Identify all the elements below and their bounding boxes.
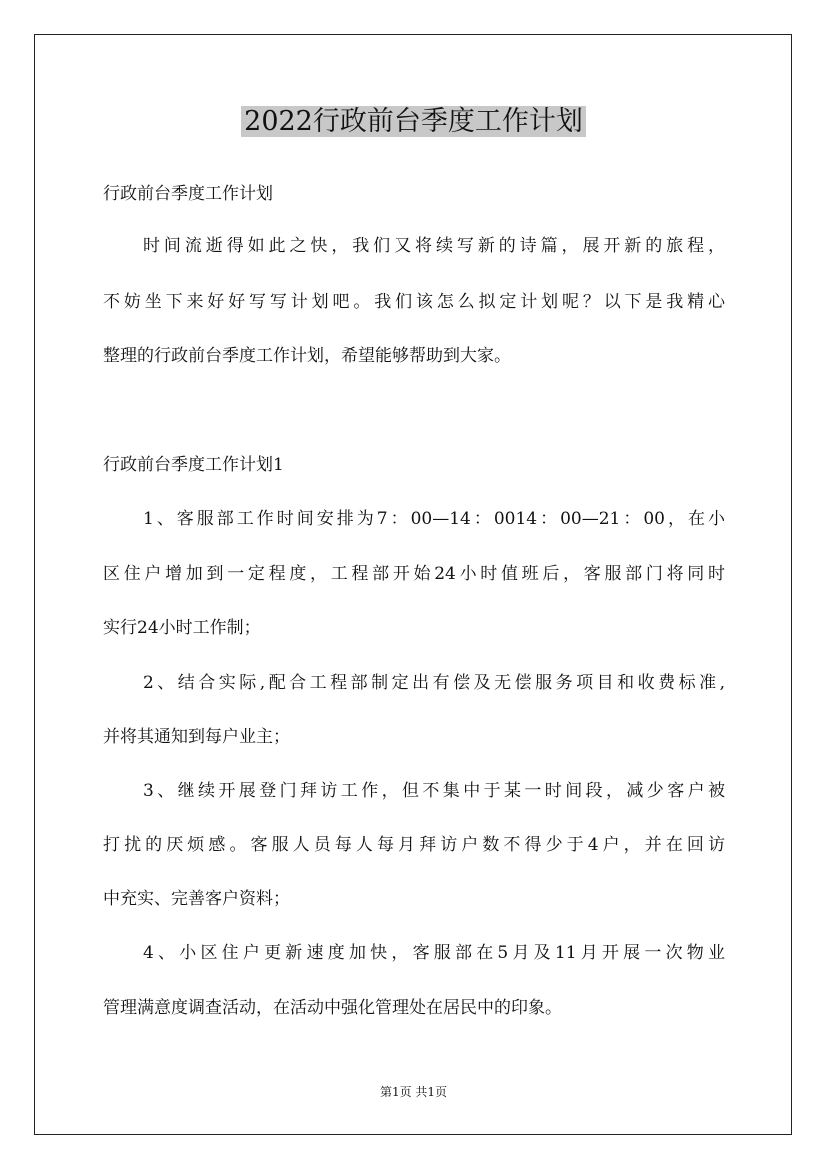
document-subtitle: 行政前台季度工作计划	[103, 184, 273, 204]
item-3-line: 打扰的厌烦感。客服人员每人每月拜访户数不得少于4户，并在回访	[103, 835, 725, 855]
item-1-line: 1、客服部工作时间安排为7：00—14：0014：00—21：00，在小	[143, 509, 725, 529]
document-title	[0, 102, 827, 142]
page-number-footer: 第1页 共1页	[379, 1085, 448, 1099]
item-2-line: 并将其通知到每户业主；	[103, 727, 290, 747]
intro-line: 不妨坐下来好好写写计划吧。我们该怎么拟定计划呢？以下是我精心	[103, 292, 725, 312]
item-3-line: 3、继续开展登门拜访工作，但不集中于某一时间段，减少客户被	[143, 781, 725, 801]
intro-line: 时间流逝得如此之快，我们又将续写新的诗篇，展开新的旅程，	[143, 236, 725, 256]
item-4-line: 4、小区住户更新速度加快，客服部在5月及11月开展一次物业	[143, 943, 725, 963]
item-1-line: 实行24小时工作制；	[103, 618, 261, 638]
intro-line: 整理的行政前台季度工作计划，希望能够帮助到大家。	[103, 346, 511, 366]
item-3-line: 中充实、完善客户资料；	[103, 889, 290, 909]
item-1-line: 区住户增加到一定程度，工程部开始24小时值班后，客服部门将同时	[103, 564, 725, 584]
section-heading: 行政前台季度工作计划1	[103, 455, 284, 475]
item-2-line: 2、结合实际,配合工程部制定出有偿及无偿服务项目和收费标准,	[143, 673, 725, 693]
item-4-line: 管理满意度调查活动，在活动中强化管理处在居民中的印象。	[103, 998, 562, 1018]
document-title-text: 2022行政前台季度工作计划	[241, 106, 586, 137]
